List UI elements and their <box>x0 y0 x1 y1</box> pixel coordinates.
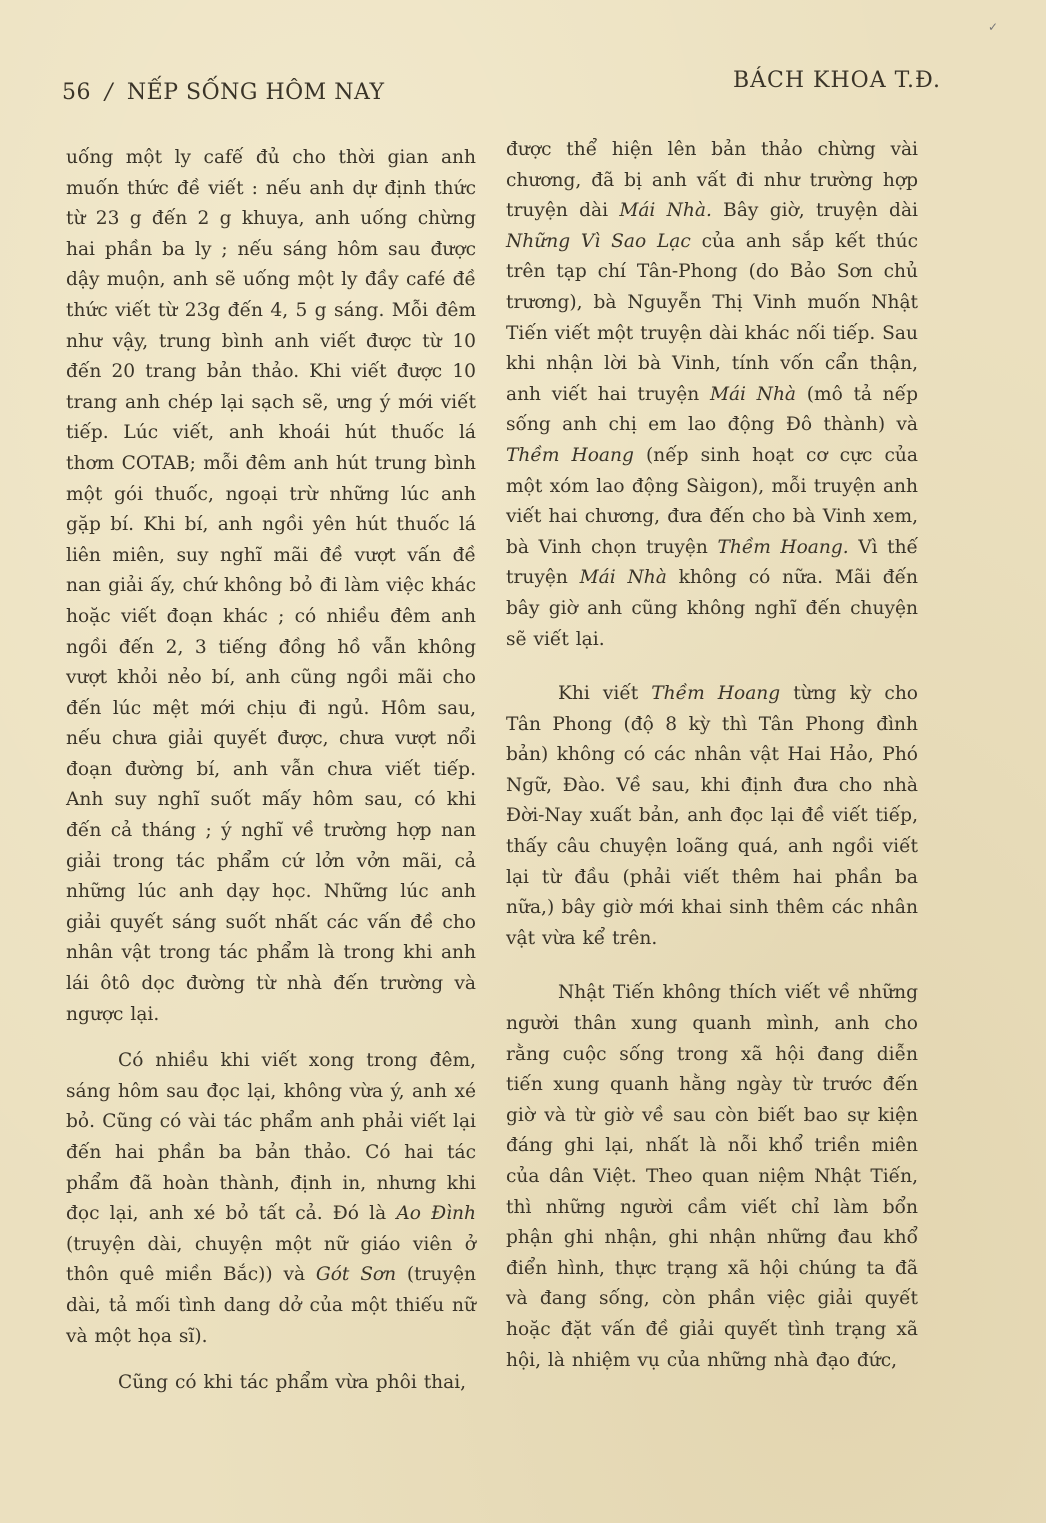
header-separator: / <box>105 80 113 105</box>
running-head-left <box>62 80 384 105</box>
publication-name: BÁCH KHOA T.Đ. <box>732 68 941 93</box>
book-title-nhung-vi-sao-lac: Những Vì Sao Lạc <box>506 230 691 252</box>
book-title-mai-nha-3: Mái Nhà <box>579 567 667 589</box>
left-paragraph-3: Cũng có khi tác phẩm vừa phôi thai, <box>118 1372 467 1394</box>
book-title-them-hoang-2: Thềm Hoang. <box>717 536 849 558</box>
book-title-mai-nha-2: Mái Nhà <box>709 383 797 405</box>
section-title: NẾP SỐNG HÔM NAY <box>126 80 385 105</box>
left-paragraph-1: uống một ly cafế đủ cho thời gian anh muốn thức đề viết : nếu anh dự định thức từ 23 g đến 2 g khuya, anh uống chừng hai phần ba ly ; nếu sáng hôm sau được dậy muộn, anh sẽ uống một ly đầy café đề thức viết từ 23g đến 4, 5 g sáng. Mỗi đêm như vậy, trung bình anh viết được từ 10 đến 20 trang bản thảo. Khi viết được 10 trang anh chép lại sạch sẽ, ưng ý mới viết tiếp. Lúc viết, anh khoái hút thuốc lá thơm COTAB; mỗi đêm anh hút trung bình một gói thuốc, ngoại trừ những lúc anh gặp bí. Khi bí, anh ngồi yên hút thuốc lá liên miên, suy nghĩ mãi đề vượt vấn đề nan giải ấy, chứ không bỏ đi làm việc khác hoặc viết đoạn khác ; có nhiều đêm anh ngồi đến 2, 3 tiếng đồng hồ vẫn không vượt khỏi nẻo bí, anh cũng ngồi mãi cho đến lúc mệt mới chịu đi ngủ. Hôm sau, nếu chưa giải quyết được, chưa vượt nổi đoạn đường bí, anh vẫn chưa viết tiếp. Anh suy nghĩ suốt mấy hôm sau, có khi đến cả tháng ; ý nghĩ về trường hợp nan giải trong tác phẩm cứ lởn vởn mãi, cả những lúc anh dạy học. Những lúc anh giải quyết sáng suốt nhất các vấn đề cho nhân vật trong tác phẩm là trong khi anh lái ôtô dọc đường từ nhà đến trường và ngược lại. <box>66 147 476 1025</box>
left-column <box>66 143 476 1399</box>
book-title-them-hoang-3: Thềm Hoang <box>651 683 781 705</box>
book-title-got-son: Gót Sơn <box>315 1264 397 1286</box>
book-title-them-hoang: Thềm Hoang <box>506 444 634 466</box>
right-paragraph-3: Nhật Tiến không thích viết về những người thân xung quanh mình, anh cho rằng cuộc sống trong xã hội đang diễn tiến xung quanh hằng ngày từ trước đến giờ và từ giờ về sau còn biết bao sự kiện đáng ghi lại, nhất là nỗi khổ triền miên của dân Việt. Theo quan niệm Nhật Tiến, thì những người cầm viết chỉ làm bổn phận ghi nhận, ghi nhận những đau khổ điển hình, thực trạng xã hội chúng ta đã và đang sống, còn phần việc giải quyết hoặc đặt vấn đề giải quyết tình trạng xã hội, là nhiệm vụ của những nhà đạo đức, <box>506 982 918 1371</box>
book-title-ao-dinh: Ao Đình <box>396 1203 477 1225</box>
page-header <box>62 68 941 108</box>
right-paragraph-2: Khi viết Thềm Hoang từng kỳ cho Tân Phong (độ 8 kỳ thì Tân Phong đình bản) không có các nhân vật Hai Hảo, Phó Ngữ, Đào. Về sau, khi định đưa cho nhà Đời-Nay xuất bản, anh đọc lại đề viết tiếp, thấy câu chuyện loãng quá, anh ngồi viết lại từ đầu (phải viết thêm hai phần ba nữa,) bây giờ mới khai sinh thêm các nhân vật vừa kể trên. <box>506 683 918 949</box>
right-column <box>506 135 918 1376</box>
corner-mark: ✓ <box>987 20 998 34</box>
page-number: 56 <box>62 80 91 105</box>
book-title-mai-nha: Mái Nhà. <box>619 200 712 222</box>
right-paragraph-1: được thể hiện lên bản thảo chừng vài chương, đã bị anh vất đi như trường hợp truyện dài Mái Nhà. Bây giờ, truyện dài Những Vì Sao Lạc của anh sắp kết thúc trên tạp chí Tân-Phong (do Bảo Sơn chủ trương), bà Nguyễn Thị Vinh muốn Nhật Tiến viết một truyện dài khác nối tiếp. Sau khi nhận lời bà Vinh, tính vốn cẩn thận, anh viết hai truyện Mái Nhà (mô tả nếp sống anh chị em lao động Đô thành) và Thềm Hoang (nếp sinh hoạt cơ cực của một xóm lao động Sàigon), mỗi truyện anh viết hai chương, đưa đến cho bà Vinh xem, bà Vinh chọn truyện Thềm Hoang. Vì thế truyện Mái Nhà không có nữa. Mãi đến bây giờ anh cũng không nghĩ đến chuyện sẽ viết lại. <box>506 139 919 650</box>
left-paragraph-2: Có nhiều khi viết xong trong đêm, sáng hôm sau đọc lại, không vừa ý, anh xé bỏ. Cũng có vài tác phẩm anh phải viết lại đến hai phần ba bản thảo. Có hai tác phẩm đã hoàn thành, định in, nhưng khi đọc lại, anh xé bỏ tất cả. Đó là Ao Đình (truyện dài, chuyện một nữ giáo viên ở thôn quê miền Bắc)) và Gót Sơn (truyện dài, tả mối tình dang dở của một thiếu nữ và một họa sĩ). <box>66 1050 477 1347</box>
